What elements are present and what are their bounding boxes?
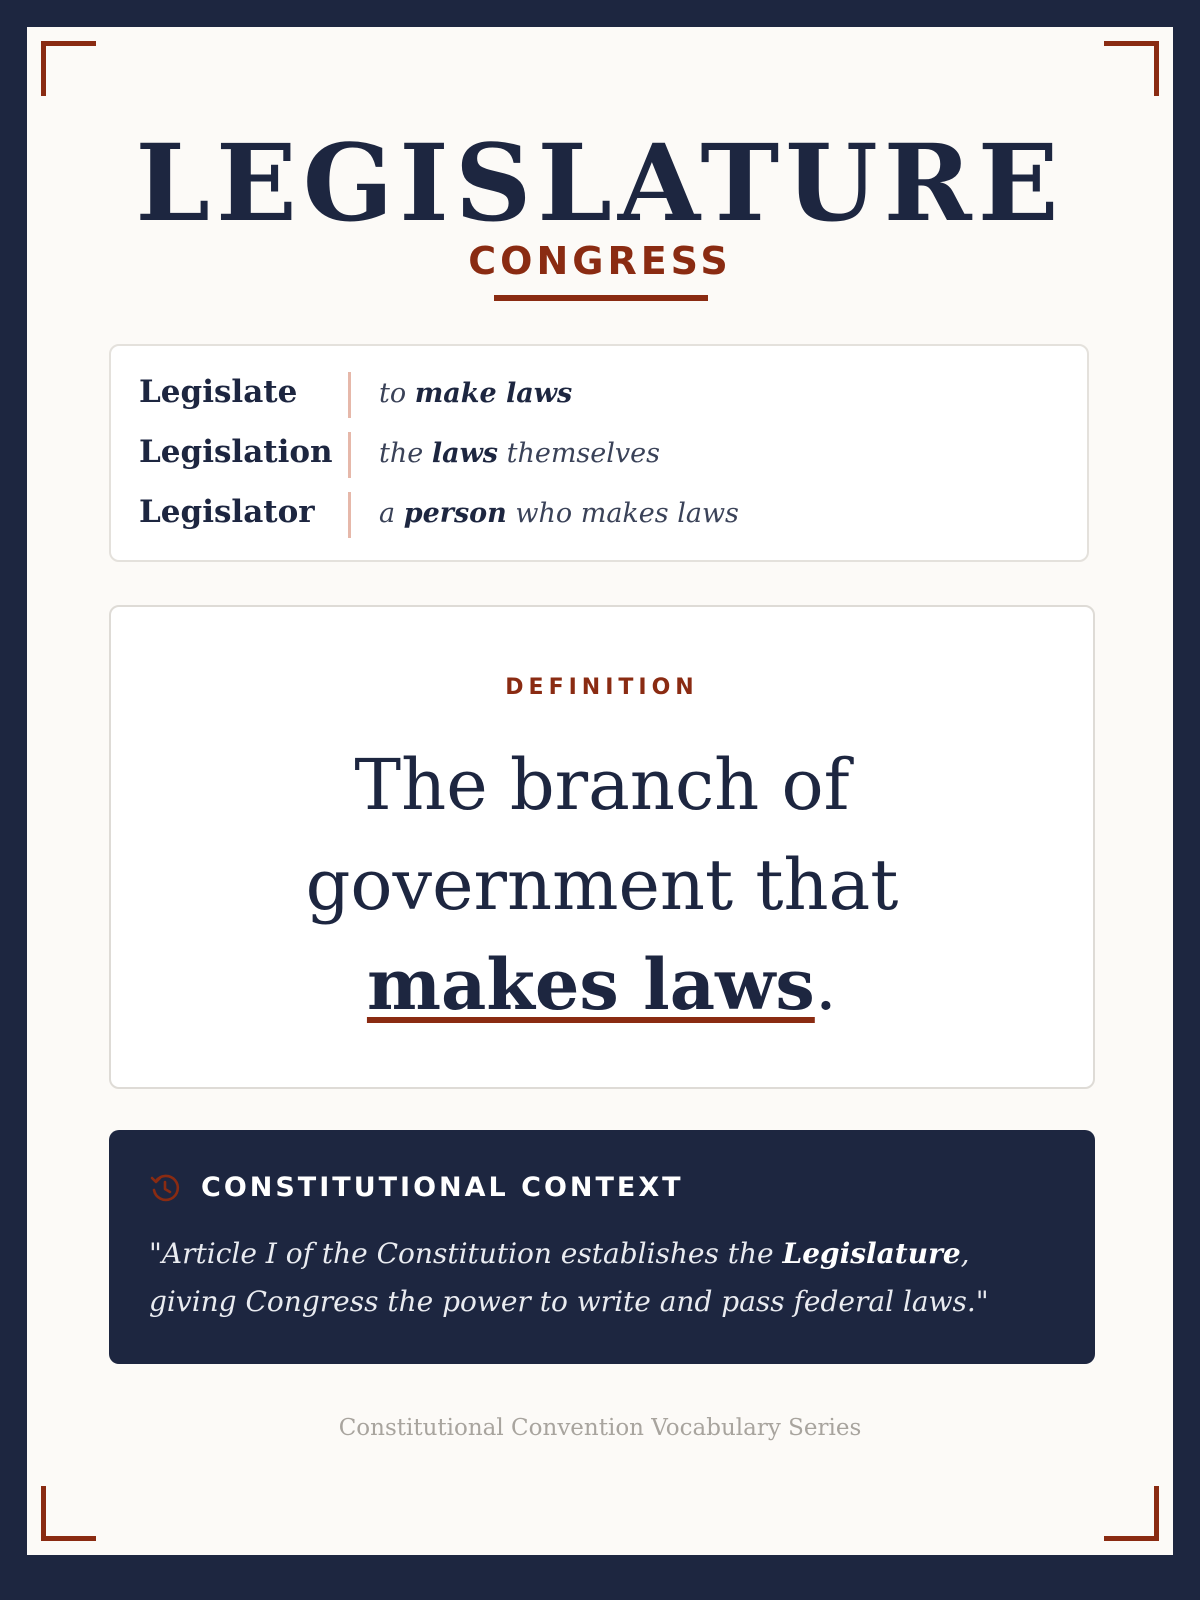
word-form-meaning: a person who makes laws: [379, 498, 739, 529]
corner-bracket-top-left: [41, 41, 96, 96]
definition-text: The branch of government that makes laws.: [305, 744, 899, 1026]
constitutional-context-panel: [109, 1130, 1095, 1364]
definition-label: DEFINITION: [505, 675, 699, 700]
series-footer: Constitutional Convention Vocabulary Series: [338, 1415, 862, 1441]
history-icon: [149, 1172, 181, 1204]
title-underline-rule: [494, 295, 708, 301]
vocabulary-card: [27, 27, 1173, 1555]
word-form-row: [111, 372, 1087, 418]
word-form-term: Legislator: [139, 494, 315, 530]
word-form-term: Legislate: [139, 374, 298, 410]
context-title: CONSTITUTIONAL CONTEXT: [201, 1172, 684, 1203]
vocabulary-word: LEGISLATURE: [135, 120, 1065, 245]
context-quote: "Article I of the Constitution establishes the Legislature, giving Congress the power to write and pass federal laws.": [149, 1237, 989, 1318]
synonym-subtitle: CONGRESS: [468, 239, 732, 283]
word-form-meaning: the laws themselves: [379, 438, 660, 469]
corner-bracket-bottom-left: [41, 1486, 96, 1541]
word-form-term: Legislation: [139, 434, 333, 470]
word-form-row: [111, 432, 1087, 478]
word-forms-panel: [109, 344, 1089, 562]
corner-bracket-bottom-right: [1104, 1486, 1159, 1541]
word-form-row: [111, 492, 1087, 538]
word-form-meaning: to make laws: [379, 378, 573, 409]
row-divider: [348, 372, 351, 418]
row-divider: [348, 432, 351, 478]
definition-panel: [109, 605, 1095, 1089]
corner-bracket-top-right: [1104, 41, 1159, 96]
row-divider: [348, 492, 351, 538]
definition-emphasis: makes laws: [366, 943, 815, 1026]
